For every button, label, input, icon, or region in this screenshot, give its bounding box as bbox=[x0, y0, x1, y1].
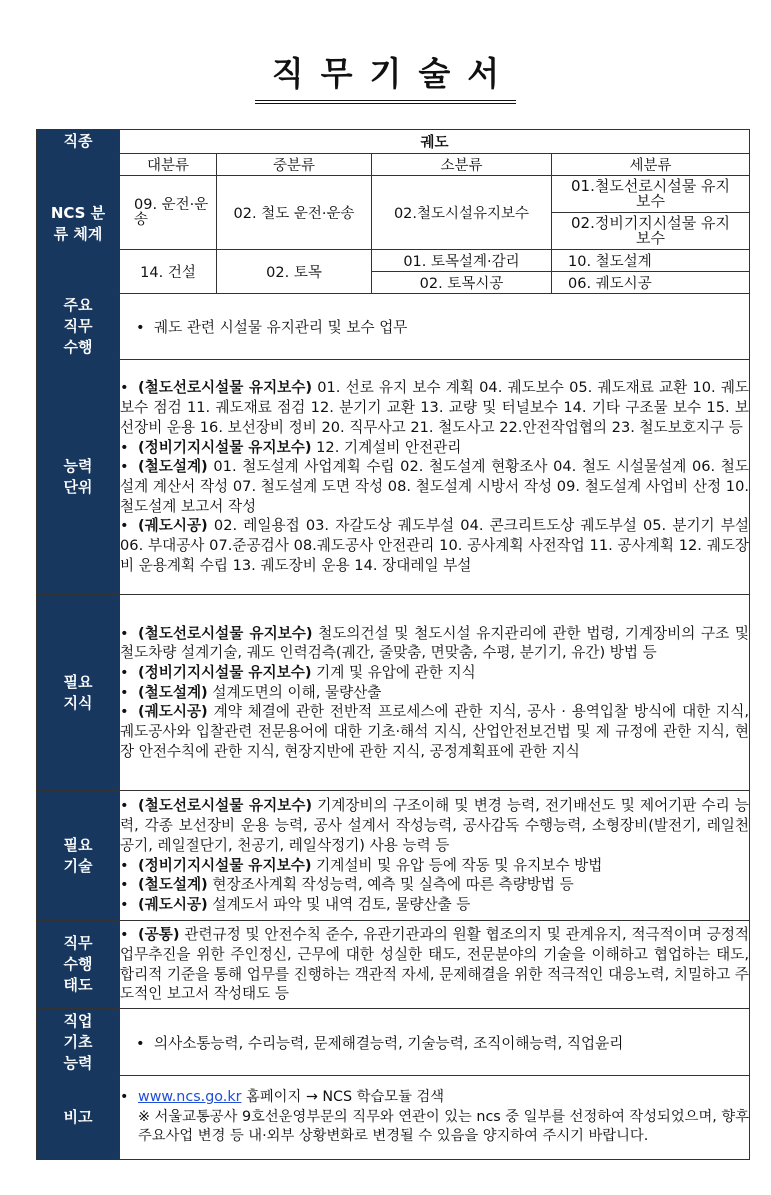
units-row bbox=[37, 360, 750, 595]
ncs-detail-2b: 06. 궤도시공 bbox=[552, 272, 750, 294]
basic-label: 직업 기초 능력 bbox=[37, 1009, 120, 1076]
ncs-major-2: 14. 건설 bbox=[120, 250, 217, 294]
knowledge-item: • (철도설계) 설계도면의 이해, 물량산출 bbox=[120, 683, 382, 701]
skills-row bbox=[37, 791, 750, 921]
ncs-header-row bbox=[37, 154, 750, 176]
job-label: 직종 bbox=[37, 130, 120, 154]
knowledge-row bbox=[37, 595, 750, 791]
basic-text: • 의사소통능력, 수리능력, 문제해결능력, 기술능력, 조직이해능력, 직업윤리 bbox=[120, 1009, 750, 1076]
ncs-minor-1: 02.철도시설유지보수 bbox=[372, 176, 552, 250]
ncs-label: NCS 분류 체계 bbox=[37, 154, 120, 294]
ncs-link[interactable]: www.ncs.go.kr bbox=[138, 1088, 242, 1105]
ncs-row-1a bbox=[37, 176, 750, 213]
knowledge-item: • (철도선로시설물 유지보수) 철도의건설 및 철도시설 유지관리에 관한 법령, 기계장비의 구조 및 철도차량 설계기술, 궤도 인력검측(궤간, 줄맞춤, 면맞춤, 수평, 분기기, 유간) 방법 등 bbox=[120, 624, 750, 662]
ncs-middle-2: 02. 토목 bbox=[217, 250, 372, 294]
skills-item: • (철도설계) 현장조사계획 작성능력, 예측 및 실측에 따른 측량방법 등 bbox=[120, 876, 574, 894]
attitude-item: • (공통) 관련규정 및 안전수칙 준수, 유관기관과의 원활 협조의지 및 관계유지, 적극적이며 긍정적 업무추진을 위한 주인정신, 근무에 대한 성실한 태도, 전문분야의 기술을 이해하고 협업하는 태도, 합리적 기준을 통해 업무를 진행하는 객관적 자세, 문제해결을 위한 적극적인 대응노력, 치밀하고 주도적인 보고서 작성태도 등 bbox=[120, 926, 750, 1003]
attitude-content bbox=[120, 921, 750, 1009]
ncs-minor-2b: 02. 토목시공 bbox=[372, 272, 552, 294]
units-item: • (철도선로시설물 유지보수) 01. 선로 유지 보수 계획 04. 궤도보수 05. 궤도재료 교환 10. 궤도보수 점검 11. 궤도재료 점검 12. 분기기 교환 13. 교량 및 터널보수 14. 기타 구조물 보수 15. 보선장비 운용 16. 보선장비 정비 20. 직무사고 21. 철도사고 22.안전작업협의 23. 철도보호지구 등 bbox=[120, 379, 750, 436]
ncs-detail-1a: 01.철도선로시설물 유지보수 bbox=[552, 176, 750, 213]
ncs-header-detail: 세분류 bbox=[552, 154, 750, 176]
units-label: 능력 단위 bbox=[37, 360, 120, 595]
skills-content bbox=[120, 791, 750, 921]
attitude-label: 직무 수행 태도 bbox=[37, 921, 120, 1009]
skills-item: • (철도선로시설물 유지보수) 기계장비의 구조이해 및 변경 능력, 전기배선도 및 제어기판 수리 능력, 각종 보선장비 운용 능력, 공사 설계서 작성능력, 공사감독 수행능력, 소형장비(발전기, 레일천공기, 레일절단기, 천공기, 레일삭정기) 사용 능력 등 bbox=[120, 797, 750, 854]
units-content bbox=[120, 360, 750, 595]
remarks-note: ※ 서울교통공사 9호선운영부문의 직무와 연관이 있는 ncs 중 일부를 선정하여 작성되었으며, 향후 주요사업 변경 등 내·외부 상황변화로 변경될 수 있음을 양지하여 주시기 바랍니다. bbox=[138, 1108, 750, 1145]
document-title bbox=[0, 52, 771, 104]
ncs-major-1: 09. 운전·운송 bbox=[120, 176, 217, 250]
ncs-header-major: 대분류 bbox=[120, 154, 217, 176]
units-item: • (정비기지시설물 유지보수) 12. 기계설비 안전관리 bbox=[120, 438, 462, 456]
skills-label: 필요 기술 bbox=[37, 791, 120, 921]
ncs-minor-2a: 01. 토목설계·감리 bbox=[372, 250, 552, 272]
knowledge-content bbox=[120, 595, 750, 791]
ncs-row-2a bbox=[37, 250, 750, 272]
units-item: • (철도설계) 01. 철도설계 사업계획 수립 02. 철도설계 현황조사 04. 철도 시설물설계 06. 철도설계 계산서 작성 07. 철도설계 도면 작성 08. 철도설계 시방서 작성 09. 철도설계 사업비 산정 10. 철도설계 보고서 작성 bbox=[120, 458, 750, 515]
ncs-middle-1: 02. 철도 운전·운송 bbox=[217, 176, 372, 250]
knowledge-item: • (정비기지시설물 유지보수) 기계 및 유압에 관한 지식 bbox=[120, 663, 476, 681]
skills-item: • (정비기지시설물 유지보수) 기계설비 및 유압 등에 작동 및 유지보수 방법 bbox=[120, 856, 603, 874]
remarks-row bbox=[37, 1076, 750, 1160]
remarks-label: 비고 bbox=[37, 1076, 120, 1160]
knowledge-label: 필요 지식 bbox=[37, 595, 120, 791]
basic-row bbox=[37, 1009, 750, 1076]
knowledge-item: • (궤도시공) 계약 체결에 관한 전반적 프로세스에 관한 지식, 공사 · 용역입찰 방식에 대한 지식, 궤도공사와 입찰관련 전문용어에 대한 기초·해석 지식, 산업안전보건법 및 제 규정에 관한 지식, 현장 안전수칙에 관한 지식, 현장지반에 관한 지식, 공정계획표에 관한 지식 bbox=[120, 703, 750, 760]
ncs-detail-1b: 02.정비기지시설물 유지보수 bbox=[552, 213, 750, 250]
duty-row bbox=[37, 294, 750, 360]
ncs-header-middle: 중분류 bbox=[217, 154, 372, 176]
ncs-detail-2a: 10. 철도설계 bbox=[552, 250, 750, 272]
duty-label: 주요 직무 수행 bbox=[37, 294, 120, 360]
attitude-row bbox=[37, 921, 750, 1009]
duty-text: • 궤도 관련 시설물 유지관리 및 보수 업무 bbox=[120, 294, 750, 360]
units-item: • (궤도시공) 02. 레일용접 03. 자갈도상 궤도부설 04. 콘크리트도상 궤도부설 05. 분기기 부설 06. 부대공사 07.준공검사 08.궤도공사 안전관리 10. 공사계획 사전작업 11. 공사계획 12. 궤도장비 운용계획 수립 13. 궤도장비 운용 14. 장대레일 부설 bbox=[120, 517, 750, 574]
job-value: 궤도 bbox=[120, 130, 750, 154]
document-title-text: 직무기술서 bbox=[255, 52, 516, 104]
job-description-table bbox=[36, 129, 750, 1160]
job-row bbox=[37, 130, 750, 154]
skills-item: • (궤도시공) 설계도서 파악 및 내역 검토, 물량산출 등 bbox=[120, 895, 471, 913]
remarks-content: • www.ncs.go.kr 홈페이지 → NCS 학습모듈 검색 ※ 서울교통공사 9호선운영부문의 직무와 연관이 있는 ncs 중 일부를 선정하여 작성되었으며, 향후 주요사업 변경 등 내·외부 상황변화로 변경될 수 있음을 양지하여 주시기 바랍니다. bbox=[120, 1076, 750, 1160]
ncs-header-minor: 소분류 bbox=[372, 154, 552, 176]
